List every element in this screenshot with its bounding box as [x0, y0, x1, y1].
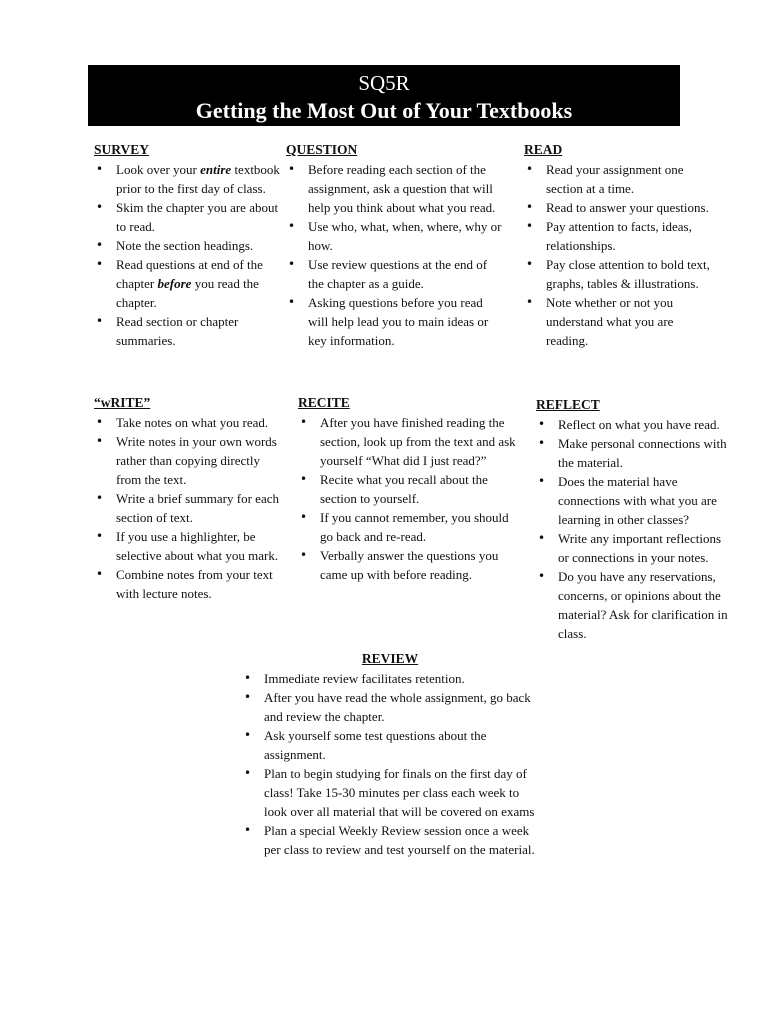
reflect-section	[536, 396, 732, 643]
list-item: • Reflect on what you have read.	[536, 415, 732, 434]
question-heading: QUESTION	[286, 142, 358, 157]
list-item: • If you use a highlighter, be selective about what you mark.	[94, 527, 284, 565]
list-item: • Use who, what, when, where, why or how.	[286, 217, 502, 255]
read-section	[524, 141, 716, 350]
read-list	[524, 160, 716, 350]
list-item: • Plan to begin studying for finals on the first day of class! Take 15-30 minutes per class each week to look over all material that will be covered on exams	[242, 764, 538, 821]
list-item: • Do you have any reservations, concerns, or opinions about the material? Ask for clarification in class.	[536, 567, 732, 643]
list-item: • Recite what you recall about the section to yourself.	[298, 470, 520, 508]
list-item: • Pay attention to facts, ideas, relationships.	[524, 217, 716, 255]
recite-section	[298, 394, 520, 584]
recite-list	[298, 413, 520, 584]
question-list	[286, 160, 502, 350]
list-item: • Ask yourself some test questions about the assignment.	[242, 726, 538, 764]
recite-heading: RECITE	[298, 395, 350, 410]
item-text: you read the chapter.	[116, 276, 259, 310]
list-item: • Write a brief summary for each section of text.	[94, 489, 284, 527]
list-item: • Take notes on what you read.	[94, 413, 284, 432]
review-section	[242, 650, 538, 859]
question-section	[286, 141, 502, 350]
list-item	[94, 198, 284, 236]
list-item	[94, 236, 284, 255]
list-item: • Pay close attention to bold text, graphs, tables & illustrations.	[524, 255, 716, 293]
survey-heading: SURVEY	[94, 142, 150, 157]
item-text: Note the section headings.	[116, 238, 254, 253]
list-item: • Write any important reflections or connections in your notes.	[536, 529, 732, 567]
list-item: • Does the material have connections with what you are learning in other classes?	[536, 472, 732, 529]
list-item: • Make personal connections with the material.	[536, 434, 732, 472]
list-item: • Combine notes from your text with lecture notes.	[94, 565, 284, 603]
list-item: • After you have finished reading the section, look up from the text and ask yourself “What did I just read?”	[298, 413, 520, 470]
survey-list	[94, 160, 284, 350]
reflect-heading: REFLECT	[536, 397, 600, 412]
list-item: • Verbally answer the questions you came up with before reading.	[298, 546, 520, 584]
list-item: • Note whether or not you understand what you are reading.	[524, 293, 716, 350]
list-item: • Read your assignment one section at a time.	[524, 160, 716, 198]
title-banner	[88, 65, 680, 126]
list-item: • Before reading each section of the assignment, ask a question that will help you think about what you read.	[286, 160, 502, 217]
list-item: • Immediate review facilitates retention.	[242, 669, 538, 688]
write-section	[94, 394, 284, 603]
item-text: Read questions at end of the chapter	[116, 257, 263, 291]
read-heading: READ	[524, 142, 563, 157]
list-item: • Asking questions before you read will help lead you to main ideas or key information.	[286, 293, 502, 350]
list-item: • Use review questions at the end of the chapter as a guide.	[286, 255, 502, 293]
title-subtitle: Getting the Most Out of Your Textbooks	[195, 98, 573, 123]
list-item: • Plan a special Weekly Review session once a week per class to review and test yourself on the material.	[242, 821, 538, 859]
write-heading: “wRITE”	[94, 395, 151, 410]
emphasis-text: entire	[200, 162, 232, 177]
review-list	[242, 669, 538, 859]
survey-section	[94, 141, 284, 350]
title-acronym: SQ5R	[358, 71, 410, 95]
list-item	[94, 255, 284, 312]
list-item: • Read to answer your questions.	[524, 198, 716, 217]
item-text: textbook prior to the first day of class.	[116, 162, 280, 196]
item-text: Look over your	[116, 162, 201, 177]
list-item	[94, 160, 284, 198]
review-heading: REVIEW	[361, 651, 419, 666]
item-text: Read section or chapter summaries.	[116, 314, 239, 348]
list-item	[94, 312, 284, 350]
emphasis-text: before	[157, 276, 192, 291]
write-list	[94, 413, 284, 603]
list-item: • After you have read the whole assignment, go back and review the chapter.	[242, 688, 538, 726]
list-item: • Write notes in your own words rather than copying directly from the text.	[94, 432, 284, 489]
item-text: Skim the chapter you are about to read.	[116, 200, 279, 234]
list-item: • If you cannot remember, you should go back and re-read.	[298, 508, 520, 546]
reflect-list	[536, 415, 732, 643]
